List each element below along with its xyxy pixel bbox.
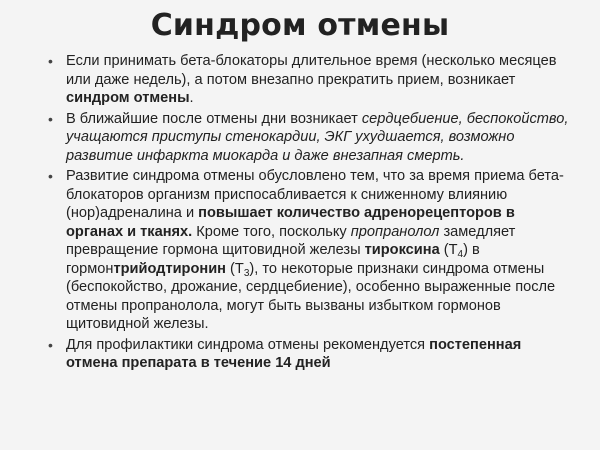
bullet-text-part: Кроме того, поскольку — [192, 223, 351, 240]
bullet-text-part: сердцебиение, беспокойство, учащаются приступы стенокардии, ЭКГ ухудшается, возможно развитие инфаркта миокарда и даже внезапная смерть. — [66, 110, 569, 164]
bullet-text-part: пропранолол — [350, 223, 440, 240]
bullet-item — [46, 336, 574, 373]
bullet-text-part: повышает количество адренорецепторов в органах и тканях. — [66, 205, 515, 240]
bullet-text — [66, 167, 574, 334]
bullet-dot-icon: • — [48, 110, 53, 127]
bullet-text — [66, 336, 574, 373]
bullet-text-part: тироксина — [364, 242, 440, 258]
bullet-dot-icon: • — [48, 336, 53, 353]
bullet-text-part: замедляет превращение гормона щитовидной железы — [66, 223, 516, 258]
bullet-list — [46, 52, 574, 375]
bullet-text-part: ), то некоторые признаки синдрома отмены (беспокойство, дрожание, сердцебиение), особенно выраженные после отмены пропранолола, могут быть вызваны избытком гормонов щитовидной железы. — [66, 260, 556, 332]
bullet-text-part: (T — [439, 242, 458, 258]
bullet-text — [66, 110, 574, 166]
bullet-dot-icon: • — [48, 53, 53, 69]
bullet-text-part: . — [189, 90, 194, 106]
bullet-text-part: (T — [226, 260, 244, 277]
bullet-text-part: Если принимать бета-блокаторы длительное время (несколько месяцев или даже недель), а потом внезапно прекратить прием, возникает — [66, 53, 557, 88]
bullet-text-part: синдром отмены — [66, 90, 190, 106]
bullet-text-part: трийодтиронин — [113, 260, 226, 277]
bullet-text — [66, 52, 574, 108]
bullet-text-part: Для профилактики синдрома отмены рекомендуется — [66, 336, 430, 353]
bullet-text-part: Развитие синдрома отмены обусловлено тем, что за время приема бета-блокаторов организм приспосабливается к сниженному влиянию (нор)адреналина и — [66, 168, 564, 221]
bullet-text-part: 4 — [457, 249, 464, 260]
bullet-text-part: В ближайшие после отмены дни возникает — [66, 110, 362, 127]
bullet-item — [46, 167, 574, 334]
bullet-item — [46, 52, 574, 108]
bullet-text-part: постепенная отмена препарата в течение 14 дней — [66, 336, 522, 371]
bullet-text-part: ) в гормон — [66, 242, 480, 277]
bullet-item — [46, 110, 574, 166]
bullet-dot-icon: • — [48, 168, 53, 184]
slide-title: Синдром отмены — [150, 8, 450, 43]
bullet-text-part: 3 — [243, 267, 250, 279]
